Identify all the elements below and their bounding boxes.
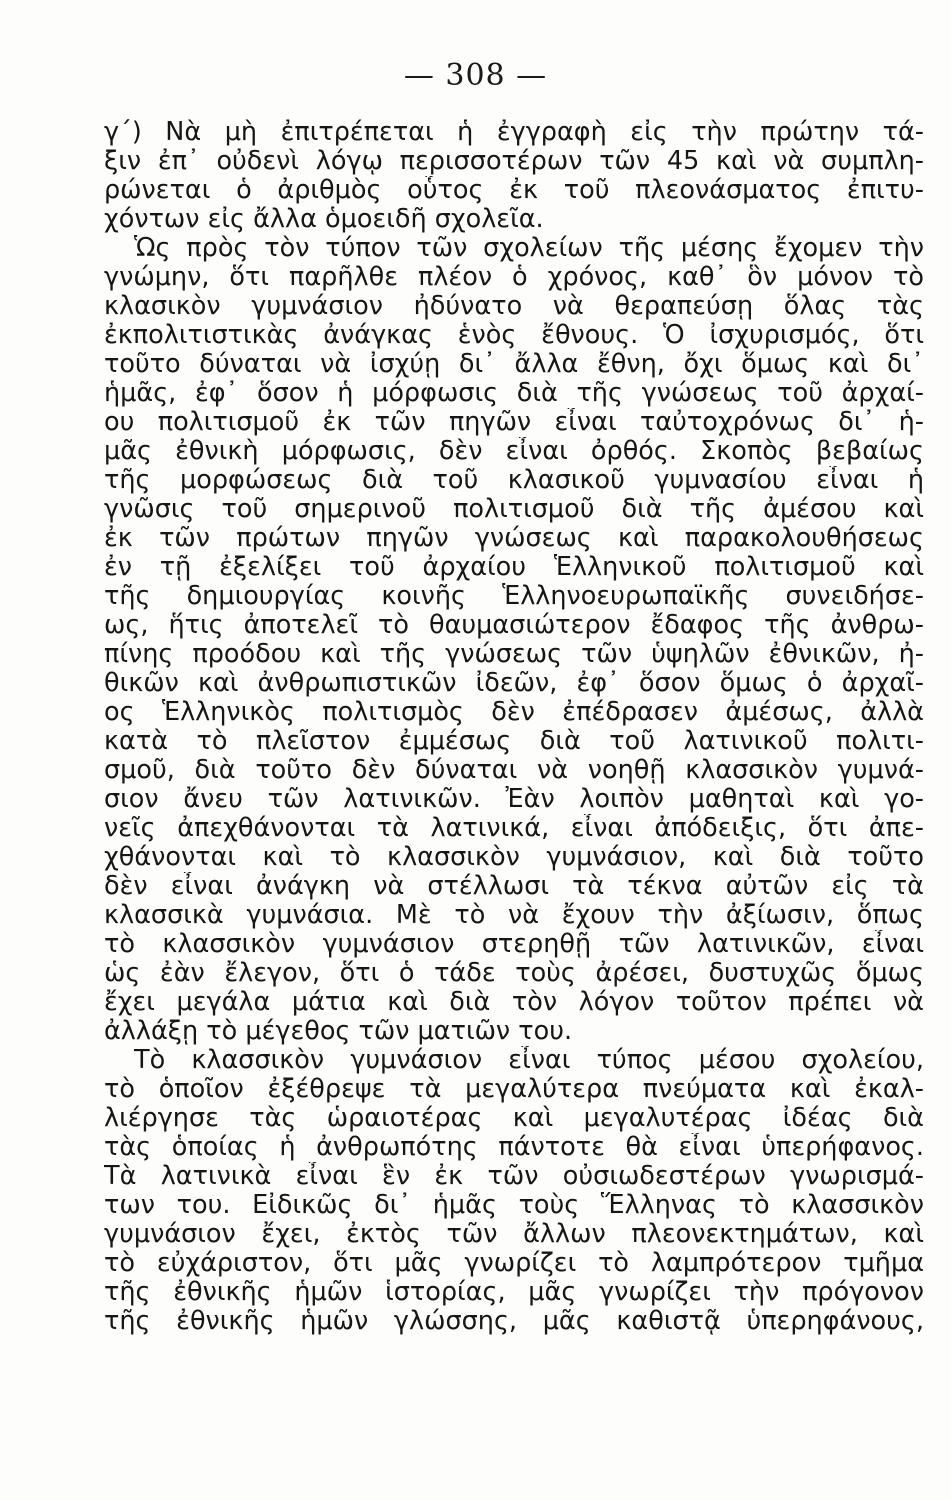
text-line: των του. Εἰδικῶς δι᾽ ἡμᾶς τοὺς Ἕλληνας τὸ κλασσικὸν [104, 1191, 924, 1220]
text-line: τὸ εὐχάριστον, ὅτι μᾶς γνωρίζει τὸ λαμπρότερον τμῆμα [104, 1249, 924, 1278]
page-number: — 308 — [403, 58, 548, 93]
text-line: ἐκ τῶν πρώτων πηγῶν γνώσεως καὶ παρακολουθήσεως [104, 524, 924, 553]
text-line: ως, ἥτις ἀποτελεῖ τὸ θαυμασιώτερον ἔδαφος τῆς ἀνθρω- [104, 611, 924, 640]
text-line: ὡς ἐὰν ἔλεγον, ὅτι ὁ τάδε τοὺς ἀρέσει, δυστυχῶς ὅμως [104, 959, 924, 988]
text-line: Τὸ κλασσικὸν γυμνάσιον εἶναι τύπος μέσου σχολείου, [134, 1046, 924, 1075]
text-line: ου πολιτισμοῦ ἐκ τῶν πηγῶν εἶναι ταὐτοχρόνως δι᾽ ἡ- [104, 408, 924, 437]
text-line: ἀλλάξῃ τὸ μέγεθος τῶν ματιῶν του. [104, 1017, 573, 1046]
text-line: ρώνεται ὁ ἀριθμὸς οὗτος ἐκ τοῦ πλεονάσματος ἐπιτυ- [104, 176, 924, 205]
text-line: νεῖς ἀπεχθάνονται τὰ λατινικά, εἶναι ἀπόδειξις, ὅτι ἀπε- [104, 814, 924, 843]
text-line: τοῦτο δύναται νὰ ἰσχύῃ δι᾽ ἄλλα ἔθνη, ὄχι ὅμως καὶ δι᾽ [104, 350, 924, 379]
text-line: τὸ κλασσικὸν γυμνάσιον στερηθῇ τῶν λατινικῶν, εἶναι [104, 930, 924, 959]
text-line: λιέργησε τὰς ὡραιοτέρας καὶ μεγαλυτέρας ἰδέας διὰ [104, 1104, 924, 1133]
text-line: ος Ἑλληνικὸς πολιτισμὸς δὲν ἐπέδρασεν ἀμέσως, ἀλλὰ [104, 698, 924, 727]
text-line: τὸ ὁποῖον ἐξέθρεψε τὰ μεγαλύτερα πνεύματα καὶ ἐκαλ- [104, 1075, 924, 1104]
text-line: πίνης προόδου καὶ τῆς γνώσεως τῶν ὑψηλῶν ἐθνικῶν, ἠ- [104, 640, 924, 669]
text-line: χόντων εἰς ἄλλα ὁμοειδῆ σχολεῖα. [104, 205, 544, 234]
text-line: Τὰ λατινικὰ εἶναι ἓν ἐκ τῶν οὐσιωδεστέρων γνωρισμά- [104, 1162, 924, 1191]
text-line: γυμνάσιον ἔχει, ἐκτὸς τῶν ἄλλων πλεονεκτημάτων, καὶ [104, 1220, 924, 1249]
text-line: μᾶς ἐθνικὴ μόρφωσις, δὲν εἶναι ὀρθός. Σκοπὸς βεβαίως [104, 437, 924, 466]
text-line: σιον ἄνευ τῶν λατινικῶν. Ἐὰν λοιπὸν μαθηταὶ καὶ γο- [104, 785, 924, 814]
text-line: δὲν εἶναι ἀνάγκη νὰ στέλλωσι τὰ τέκνα αὐτῶν εἰς τὰ [104, 872, 924, 901]
text-line: ἐν τῇ ἐξελίξει τοῦ ἀρχαίου Ἑλληνικοῦ πολιτισμοῦ καὶ [104, 553, 924, 582]
text-line: τῆς ἐθνικῆς ἡμῶν ἱστορίας, μᾶς γνωρίζει τὴν πρόγονον [104, 1278, 924, 1307]
text-line: τῆς δημιουργίας κοινῆς Ἑλληνοευρωπαϊκῆς συνειδήσε- [104, 582, 924, 611]
text-line: τὰς ὁποίας ἡ ἀνθρωπότης πάντοτε θὰ εἶναι ὑπερήφανος. [104, 1133, 924, 1162]
text-line: κατὰ τὸ πλεῖστον ἐμμέσως διὰ τοῦ λατινικοῦ πολιτι- [104, 727, 924, 756]
text-line: κλασσικὰ γυμνάσια. Μὲ τὸ νὰ ἔχουν τὴν ἀξίωσιν, ὅπως [104, 901, 924, 930]
text-line: ἐκπολιτιστικὰς ἀνάγκας ἑνὸς ἔθνους. Ὁ ἰσχυρισμός, ὅτι [104, 321, 924, 350]
text-line: γνῶσις τοῦ σημερινοῦ πολιτισμοῦ διὰ τῆς ἀμέσου καὶ [104, 495, 924, 524]
text-line: τῆς μορφώσεως διὰ τοῦ κλασικοῦ γυμνασίου εἶναι ἡ [104, 466, 924, 495]
text-line: Ὡς πρὸς τὸν τύπον τῶν σχολείων τῆς μέσης ἔχομεν τὴν [134, 234, 924, 263]
text-line: ἔχει μεγάλα μάτια καὶ διὰ τὸν λόγον τοῦτον πρέπει νὰ [104, 988, 924, 1017]
text-line: κλασικὸν γυμνάσιον ἠδύνατο νὰ θεραπεύσῃ ὅλας τὰς [104, 292, 924, 321]
text-line: χθάνονται καὶ τὸ κλασσικὸν γυμνάσιον, καὶ διὰ τοῦτο [104, 843, 924, 872]
text-line: τῆς ἐθνικῆς ἡμῶν γλώσσης, μᾶς καθιστᾷ ὑπερηφάνους, [104, 1307, 924, 1336]
text-line: ξιν ἐπ᾽ οὐδενὶ λόγῳ περισσοτέρων τῶν 45 καὶ νὰ συμπλη- [104, 147, 924, 176]
body-text [104, 118, 924, 1336]
text-line: ἡμᾶς, ἐφ᾽ ὅσον ἡ μόρφωσις διὰ τῆς γνώσεως τοῦ ἀρχαί- [104, 379, 924, 408]
text-line: γνώμην, ὅτι παρῆλθε πλέον ὁ χρόνος, καθ᾽ ὃν μόνον τὸ [104, 263, 924, 292]
text-line: γ΄) Νὰ μὴ ἐπιτρέπεται ἡ ἐγγραφὴ εἰς τὴν πρώτην τά- [104, 118, 924, 147]
text-line: θικῶν καὶ ἀνθρωπιστικῶν ἰδεῶν, ἐφ᾽ ὅσον ὅμως ὁ ἀρχαῖ- [104, 669, 924, 698]
text-line: σμοῦ, διὰ τοῦτο δὲν δύναται νὰ νοηθῇ κλασσικὸν γυμνά- [104, 756, 924, 785]
